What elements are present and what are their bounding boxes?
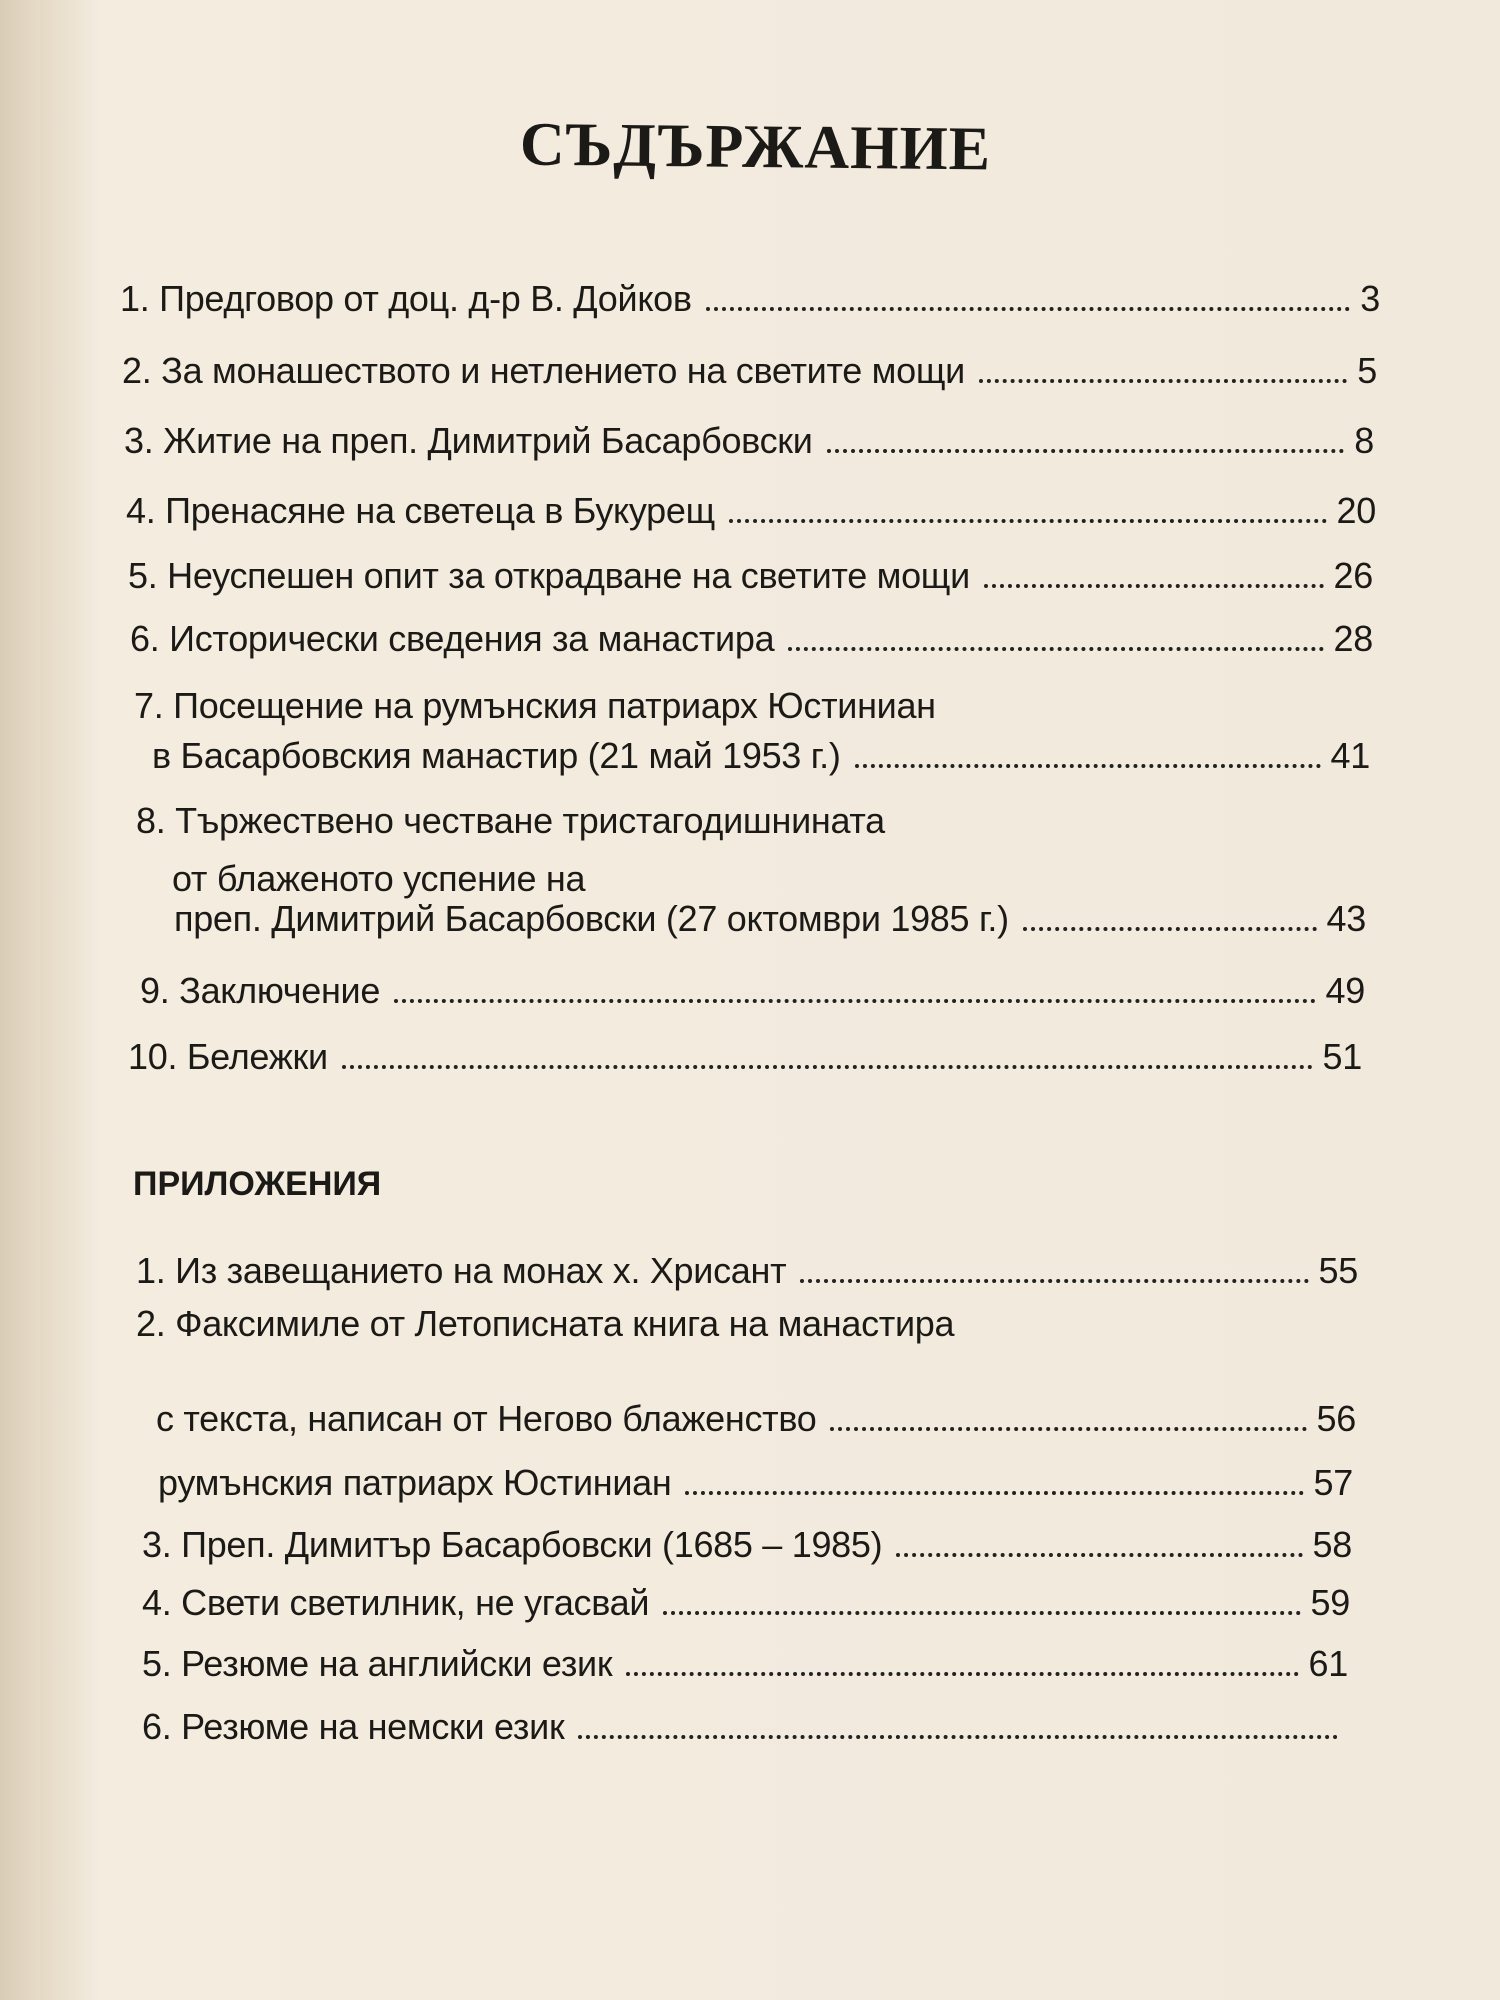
toc-entry-title: Неуспешен опит за открадване на светите мощи xyxy=(167,555,970,596)
toc-entry-number: 4. xyxy=(142,1582,172,1623)
leader-dots xyxy=(979,379,1347,383)
leader-dots xyxy=(1023,927,1317,931)
toc-entry-second-line: от блаженото успение на xyxy=(172,858,586,899)
toc-entry xyxy=(174,898,1366,940)
appendix-entry xyxy=(156,1398,1356,1440)
leader-dots xyxy=(788,647,1323,651)
toc-entry-page: 43 xyxy=(1326,898,1366,939)
toc-entry-title: с текста, написан от Негово блаженство xyxy=(156,1398,817,1439)
toc-entry-title: Житие на преп. Димитрий Басарбовски xyxy=(163,420,813,461)
leader-dots xyxy=(984,584,1324,588)
toc-entry-title: преп. Димитрий Басарбовски (27 октомври 1985 г.) xyxy=(174,898,1009,939)
book-gutter xyxy=(0,0,40,2000)
toc-entry xyxy=(140,970,1365,1012)
toc-entry-title: За монашеството и нетлението на светите мощи xyxy=(161,350,965,391)
toc-entry-title: Свети светилник, не угасвай xyxy=(181,1582,650,1623)
page-title: СЪДЪРЖАНИЕ xyxy=(519,110,992,184)
leader-dots xyxy=(342,1065,1313,1069)
toc-entry-number: 5. xyxy=(142,1643,172,1684)
toc-entry-page: 61 xyxy=(1308,1643,1348,1684)
leader-dots xyxy=(830,1427,1306,1431)
toc-entry-number: 7. xyxy=(134,685,164,726)
toc-entry-page: 28 xyxy=(1333,618,1373,659)
toc-entry-number: 10. xyxy=(128,1036,178,1077)
toc-entry-number: 6. xyxy=(142,1706,172,1747)
toc-entry-page: 8 xyxy=(1354,420,1374,461)
toc-entry-page: 58 xyxy=(1312,1524,1352,1565)
leader-dots xyxy=(394,999,1315,1003)
toc-entry-number: 6. xyxy=(130,618,160,659)
leader-dots xyxy=(729,519,1327,523)
appendix-entry-first-line xyxy=(136,1303,954,1345)
toc-entry-number: 5. xyxy=(128,555,158,596)
toc-entry xyxy=(128,555,1373,597)
toc-entry-title: Резюме на немски език xyxy=(181,1706,565,1747)
toc-entry-number: 3. xyxy=(124,420,154,461)
leader-dots xyxy=(800,1279,1308,1283)
appendix-entry xyxy=(136,1250,1358,1292)
toc-entry-title: Предговор от доц. д-р В. Дойков xyxy=(159,278,692,319)
toc-entry xyxy=(152,735,1370,777)
toc-entry-title-line: Посещение на румънския патриарх Юстиниан xyxy=(173,685,936,726)
toc-entry-page: 3 xyxy=(1360,278,1380,319)
leader-dots xyxy=(685,1491,1303,1495)
appendix-entry xyxy=(142,1643,1348,1685)
leader-dots xyxy=(578,1735,1338,1739)
toc-entry-title: в Басарбовския манастир (21 май 1953 г.) xyxy=(152,735,841,776)
toc-entry-title: румънския патриарх Юстиниан xyxy=(158,1462,672,1503)
toc-entry-number: 2. xyxy=(136,1303,166,1344)
toc-entry-title-line: Тържествено честване тристагодишнината xyxy=(175,800,885,841)
toc-entry-number: 3. xyxy=(142,1524,172,1565)
toc-entry-page: 5 xyxy=(1357,350,1377,391)
toc-entry-page: 26 xyxy=(1333,555,1373,596)
toc-entry-title-line: Факсимиле от Летописната книга на манастира xyxy=(175,1303,955,1344)
appendix-heading: ПРИЛОЖЕНИЯ xyxy=(133,1165,382,1203)
toc-entry-number: 2. xyxy=(122,350,152,391)
toc-entry-number: 9. xyxy=(140,970,170,1011)
toc-entry-title: Исторически сведения за манастира xyxy=(169,618,775,659)
leader-dots xyxy=(896,1553,1302,1557)
toc-entry-number: 8. xyxy=(136,800,166,841)
toc-entry-title: Бележки xyxy=(186,1036,328,1077)
toc-entry-page: 59 xyxy=(1310,1582,1350,1623)
toc-entry-first-line xyxy=(134,685,936,727)
toc-entry xyxy=(124,420,1374,462)
toc-entry-page: 57 xyxy=(1313,1462,1353,1503)
leader-dots xyxy=(626,1672,1298,1676)
toc-entry xyxy=(122,350,1377,392)
toc-entry-title: Из завещанието на монах х. Хрисант xyxy=(175,1250,787,1291)
toc-entry xyxy=(126,490,1376,532)
appendix-entry xyxy=(158,1462,1353,1504)
toc-entry xyxy=(130,618,1373,660)
appendix-entry xyxy=(142,1706,1348,1748)
toc-entry xyxy=(128,1036,1362,1078)
toc-entry-number: 1. xyxy=(136,1250,166,1291)
leader-dots xyxy=(663,1611,1300,1615)
toc-entry-page: 41 xyxy=(1330,735,1370,776)
toc-entry-title: Пренасяне на светеца в Букурещ xyxy=(165,490,715,531)
toc-entry-page: 20 xyxy=(1336,490,1376,531)
toc-entry-page: 51 xyxy=(1322,1036,1362,1077)
leader-dots xyxy=(855,764,1321,768)
toc-entry-first-line xyxy=(136,800,885,842)
toc-entry-page: 55 xyxy=(1318,1250,1358,1291)
toc-entry xyxy=(120,278,1380,320)
toc-entry-page: 56 xyxy=(1316,1398,1356,1439)
toc-entry-number: 1. xyxy=(120,278,150,319)
toc-entry-title: Заключение xyxy=(179,970,381,1011)
toc-entry-number: 4. xyxy=(126,490,156,531)
appendix-entry xyxy=(142,1524,1352,1566)
leader-dots xyxy=(827,449,1345,453)
leader-dots xyxy=(706,307,1351,311)
appendix-entry xyxy=(142,1582,1350,1624)
toc-entry-title: Преп. Димитър Басарбовски (1685 – 1985) xyxy=(181,1524,883,1565)
toc-entry-title: Резюме на английски език xyxy=(181,1643,613,1684)
toc-entry-page: 49 xyxy=(1325,970,1365,1011)
